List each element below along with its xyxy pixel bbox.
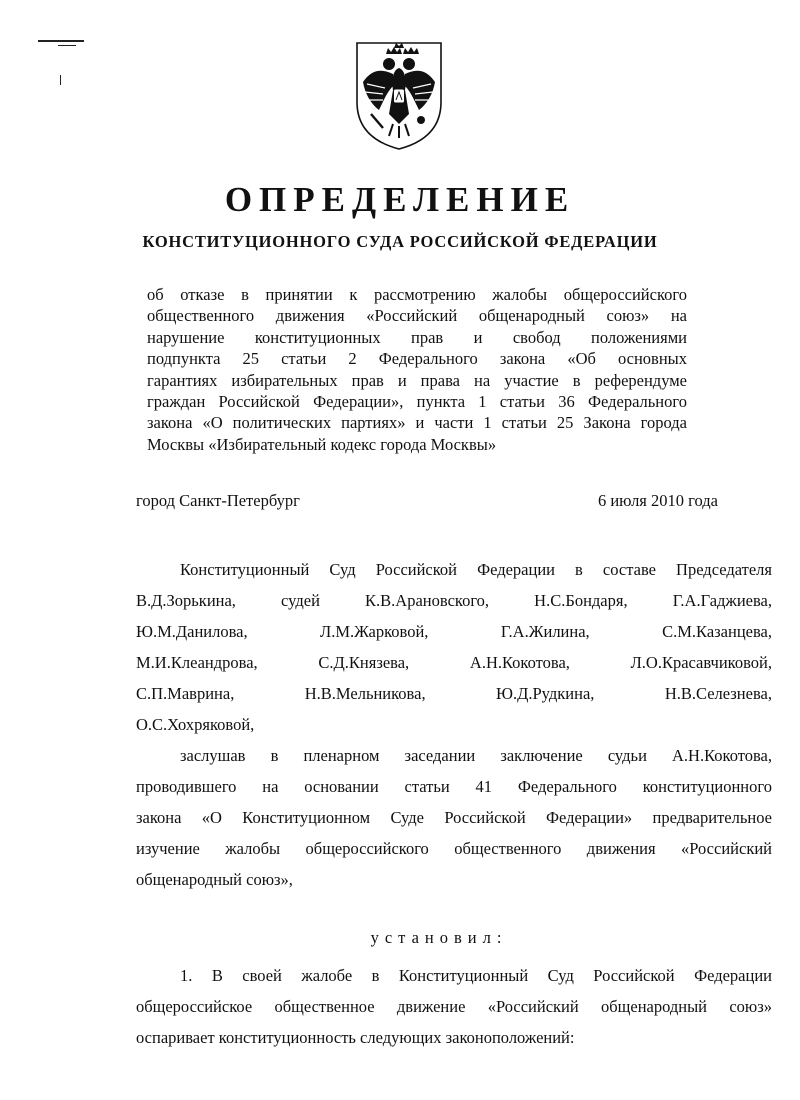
city: город Санкт-Петербург: [136, 491, 300, 510]
composition-line: Конституционный Суд Российской Федерации в составе Председателя: [180, 560, 772, 579]
point-1-line: 1. В своей жалобе в Конституционный Суд Российской Федерации: [180, 966, 772, 985]
subject-line: граждан Российской Федерации», пункта 1 статьи 36 Федерального: [147, 392, 687, 412]
hearing-paragraph: [136, 740, 772, 895]
scan-mark: [60, 75, 61, 85]
subject-line: Москвы «Избирательный кодекс города Москвы»: [147, 434, 497, 454]
hearing-line: общенародный союз»,: [136, 870, 293, 889]
subject-line: закона «О политических партиях» и части 1 статьи 25 Закона города: [147, 413, 687, 433]
composition-line: В.Д.Зорькина, судей К.В.Арановского, Н.С.Бондаря, Г.А.Гаджиева,: [136, 591, 772, 610]
composition-line: О.С.Хохряковой,: [136, 715, 255, 734]
subject-line: нарушение конституционных прав и свобод положениями: [147, 327, 687, 347]
subject-line: подпункта 25 статьи 2 Федерального закона «Об основных: [147, 349, 687, 369]
point-1-line: общероссийское общественное движение «Российский общенародный союз»: [136, 997, 772, 1016]
established-heading: установил:: [370, 928, 508, 947]
subject-line: об отказе в принятии к рассмотрению жалобы общероссийского: [147, 285, 687, 304]
hearing-line: заслушав в пленарном заседании заключение судьи А.Н.Кокотова,: [180, 746, 772, 765]
hearing-line: проводившего на основании статьи 41 Федерального конституционного: [136, 777, 772, 796]
subject-line: гарантиях избирательных прав и права на участие в референдуме: [147, 370, 687, 390]
scan-mark: [58, 45, 76, 46]
point-1-paragraph: [136, 960, 772, 1053]
court-name: КОНСТИТУЦИОННОГО СУДА РОССИЙСКОЙ ФЕДЕРАЦИИ: [142, 232, 658, 251]
date: 6 июля 2010 года: [597, 491, 718, 510]
point-1-line: оспаривает конституционность следующих законоположений:: [136, 1028, 575, 1047]
document-subject: [147, 284, 687, 455]
composition-line: М.И.Клеандрова, С.Д.Князева, А.Н.Кокотова, Л.О.Красавчиковой,: [136, 653, 772, 672]
document-title: ОПРЕДЕЛЕНИЕ: [224, 180, 576, 219]
scan-mark: [38, 40, 84, 42]
subject-line: общественного движения «Российский общенародный союз» на: [147, 306, 687, 326]
coat-of-arms-icon: [353, 40, 445, 152]
composition-line: С.П.Маврина, Н.В.Мельникова, Ю.Д.Рудкина, Н.В.Селезнева,: [136, 684, 772, 703]
composition-line: Ю.М.Данилова, Л.М.Жарковой, Г.А.Жилина, С.М.Казанцева,: [136, 622, 772, 641]
hearing-line: закона «О Конституционном Суде Российской Федерации» предварительное: [136, 808, 772, 827]
hearing-line: изучение жалобы общероссийского общественного движения «Российский: [136, 839, 772, 858]
court-composition: [136, 554, 772, 740]
